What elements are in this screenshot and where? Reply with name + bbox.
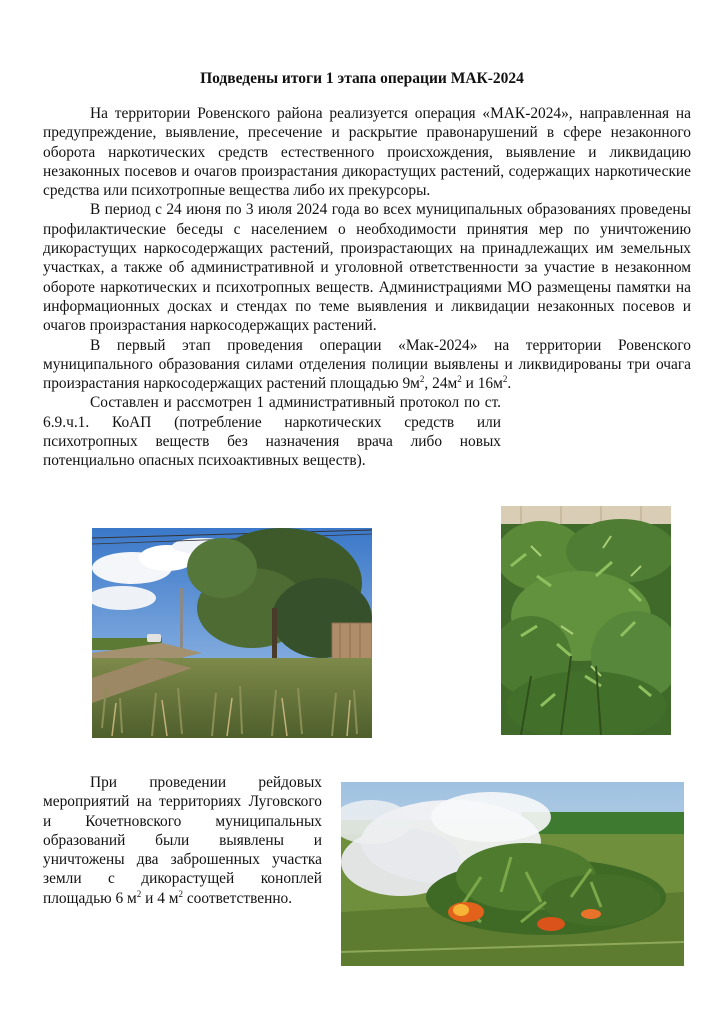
- paragraph-2: В период с 24 июня по 3 июля 2024 года во всех муниципальных образованиях проведены профилактические беседы с населением о необходимости принятия мер по уничтожению дикорастущих наркосодержащих растений, произрастающих на принадлежащих им земельных участках, а также об административной и уголовной ответственности за участие в незаконном обороте наркотических и психотропных веществ. Администрациями МО размещены памятки на информационных досках и стендах по теме выявления и ликвидации незаконных посевов и очагов произрастания наркосодержащих растений.: [43, 201, 691, 335]
- document-title: Подведены итоги 1 этапа операции МАК-2024: [200, 70, 524, 87]
- main-text: [43, 104, 691, 471]
- paragraph-1: На территории Ровенского района реализуется операция «МАК-2024», направленная на предупреждение, выявление, пресечение и раскрытие правонарушений в сфере незаконного оборота наркотических средств естественного происхождения, выявление и ликвидацию незаконных посевов и очагов произрастания дикорастущих растений, содержащих наркотические средства или психотропные вещества либо их прекурсоры.: [43, 105, 691, 200]
- photo-hemp-thicket: [501, 506, 671, 735]
- paragraph-5: При проведении рейдовых мероприятий на территориях Луговского и Кочетновского муниципальных образований были выявлены и уничтожены два заброшенных участка земли с дикорастущей коноплей площадью 6 $м^2$ и 4 $м^2$ соответственно.: [43, 774, 322, 907]
- photo-burning-plants: [341, 782, 684, 966]
- raid-text: [43, 773, 322, 908]
- paragraph-4: Составлен и рассмотрен 1 административный протокол по ст. 6.9.ч.1. КоАП (потребление наркотических средств или психотропных веществ без назначения врача либо новых потенциально опасных психоактивных веществ).: [43, 394, 501, 470]
- paragraph-3: В первый этап проведения операции «Мак-2024» на территории Ровенского муниципального образования силами отделения полиции выявлены и ликвидированы три очага произрастания наркосодержащих растений площадью $9м^2$, $24м^2$ и $16м^2$.: [43, 336, 691, 393]
- photo-rural-road-trees: [92, 528, 372, 738]
